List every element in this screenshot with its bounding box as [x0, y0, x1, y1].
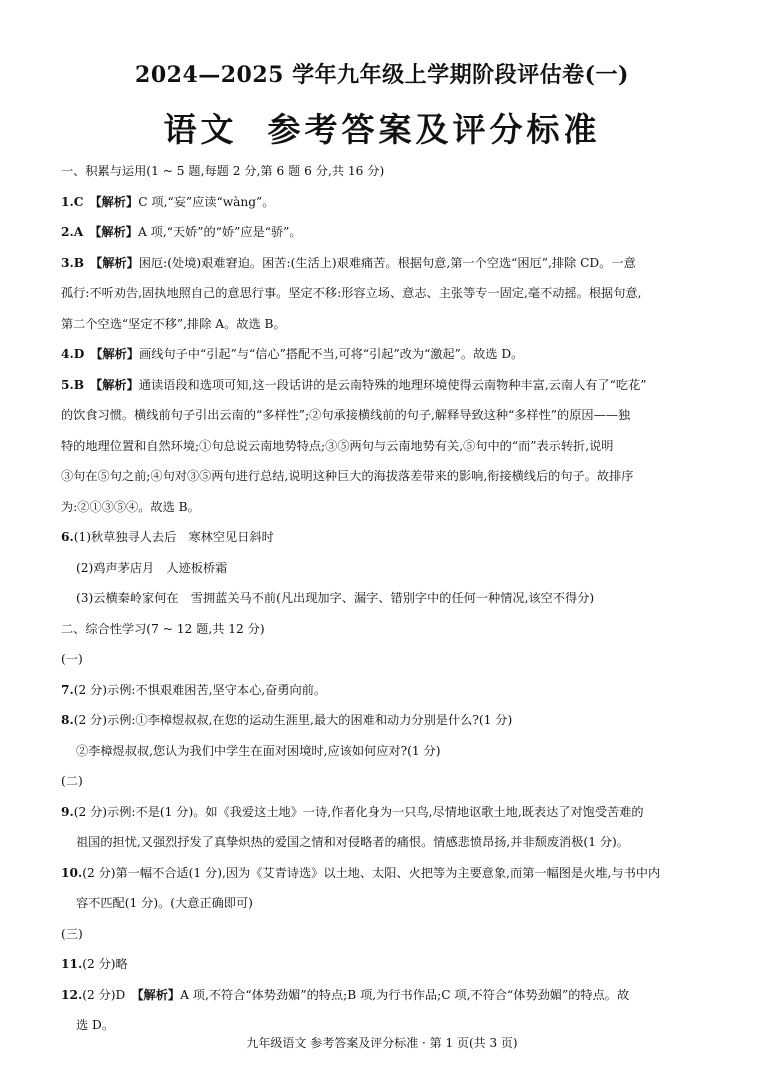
subject-label: 语文	[163, 110, 238, 149]
page-footer: 九年级语文 参考答案及评分标准 · 第 1 页(共 3 页)	[246, 1036, 518, 1050]
answer-content	[61, 156, 707, 1041]
answer-q9: 9.(2 分)示例:不是(1 分)。如《我爱这土地》一诗,作者化身为一只鸟,尽情地讴歌土地,既表达了对饱受苦难的	[61, 804, 644, 819]
answer-q5-line3: 特的地理位置和自然环境;①句总说云南地势特点;③⑤两句与云南地势有关,⑤句中的“而”表示转折,说明	[61, 438, 614, 453]
answer-q9-line2: 祖国的担忧,又强烈抒发了真挚炽热的爱国之情和对侵略者的痛恨。情感悲愤昂扬,并非颓废消极(1 分)。	[76, 835, 629, 849]
answer-q8: 8.(2 分)示例:①李樟煜叔叔,在您的运动生涯里,最大的困难和动力分别是什么?(1 分)	[61, 713, 513, 727]
answer-q4: 4.D 【解析】画线句子中“引起”与“信心”搭配不当,可将“引起”改为“激起”。故选 D。	[61, 347, 524, 361]
answer-q5-line4: ③句在⑤句之前;④句对③⑤两句进行总结,说明这种巨大的海拔落差带来的影响,衔接横线后的句子。故排序	[61, 469, 634, 483]
answer-q6: 6.(1)秋草独寻人去后 寒林空见日斜时	[61, 530, 274, 544]
part-heading-1: (一)	[61, 652, 83, 666]
answer-q3: 3.B 【解析】困厄:(处境)艰难窘迫。困苦:(生活上)艰难痛苦。根据句意,第一个空选“困厄”,排除 CD。一意	[61, 255, 636, 270]
section-heading-2: 二、综合性学习(7 ~ 12 题,共 12 分)	[61, 621, 265, 636]
answer-q6-3: (3)云横秦岭家何在 雪拥蓝关马不前(凡出现加字、漏字、错别字中的任何一种情况,该空不得分)	[76, 591, 595, 605]
section-heading-1: 一、积累与运用(1 ~ 5 题,每题 2 分,第 6 题 6 分,共 16 分)	[61, 164, 385, 178]
part-heading-2: (二)	[61, 774, 83, 788]
part-heading-3: (三)	[61, 926, 83, 941]
answer-q3-line3: 第二个空选“坚定不移”,排除 A。故选 B。	[61, 316, 286, 331]
document-name: 参考答案及评分标准	[267, 110, 601, 149]
answer-q2: 2.A 【解析】A 项,“天娇”的“娇”应是“骄”。	[61, 225, 302, 239]
answer-q5-line2: 的饮食习惯。横线前句子引出云南的“多样性”;②句承接横线前的句子,解释导致这种“多样性”的原因——独	[61, 408, 631, 422]
answer-q10: 10.(2 分)第一幅不合适(1 分),因为《艾青诗选》以土地、太阳、火把等为主要意象,而第一幅图是火堆,与书中内	[61, 865, 661, 880]
answer-q12: 12.(2 分)D 【解析】A 项,不符合“体势劲媚”的特点;B 项,为行书作品;C 项,不符合“体势劲媚”的特点。故	[61, 987, 630, 1002]
document-subtitle	[0, 104, 764, 151]
answer-q11: 11.(2 分)略	[61, 957, 128, 971]
answer-q1: 1.C 【解析】C 项,“妄”应读“wàng”。	[61, 194, 275, 209]
answer-q6-2: (2)鸡声茅店月 人迹板桥霜	[76, 560, 228, 575]
answer-q10-line2: 容不匹配(1 分)。(大意正确即可)	[76, 896, 253, 910]
answer-q5: 5.B 【解析】通读语段和选项可知,这一段话讲的是云南特殊的地理环境使得云南物种丰富,云南人有了“吃花”	[61, 377, 647, 392]
answer-q8-line2: ②李樟煜叔叔,您认为我们中学生在面对困境时,应该如何应对?(1 分)	[76, 743, 441, 758]
exam-title: 2024—2025 学年九年级上学期阶段评估卷(一)	[135, 62, 629, 88]
answer-q3-line2: 孤行:不听劝告,固执地照自己的意思行事。坚定不移:形容立场、意志、主张等专一固定,毫不动摇。根据句意,	[61, 286, 642, 300]
answer-q5-line5: 为:②①③⑤④。故选 B。	[61, 499, 200, 514]
answer-q12-line2: 选 D。	[76, 1018, 115, 1032]
answer-q7: 7.(2 分)示例:不惧艰难困苦,坚守本心,奋勇向前。	[61, 682, 327, 697]
